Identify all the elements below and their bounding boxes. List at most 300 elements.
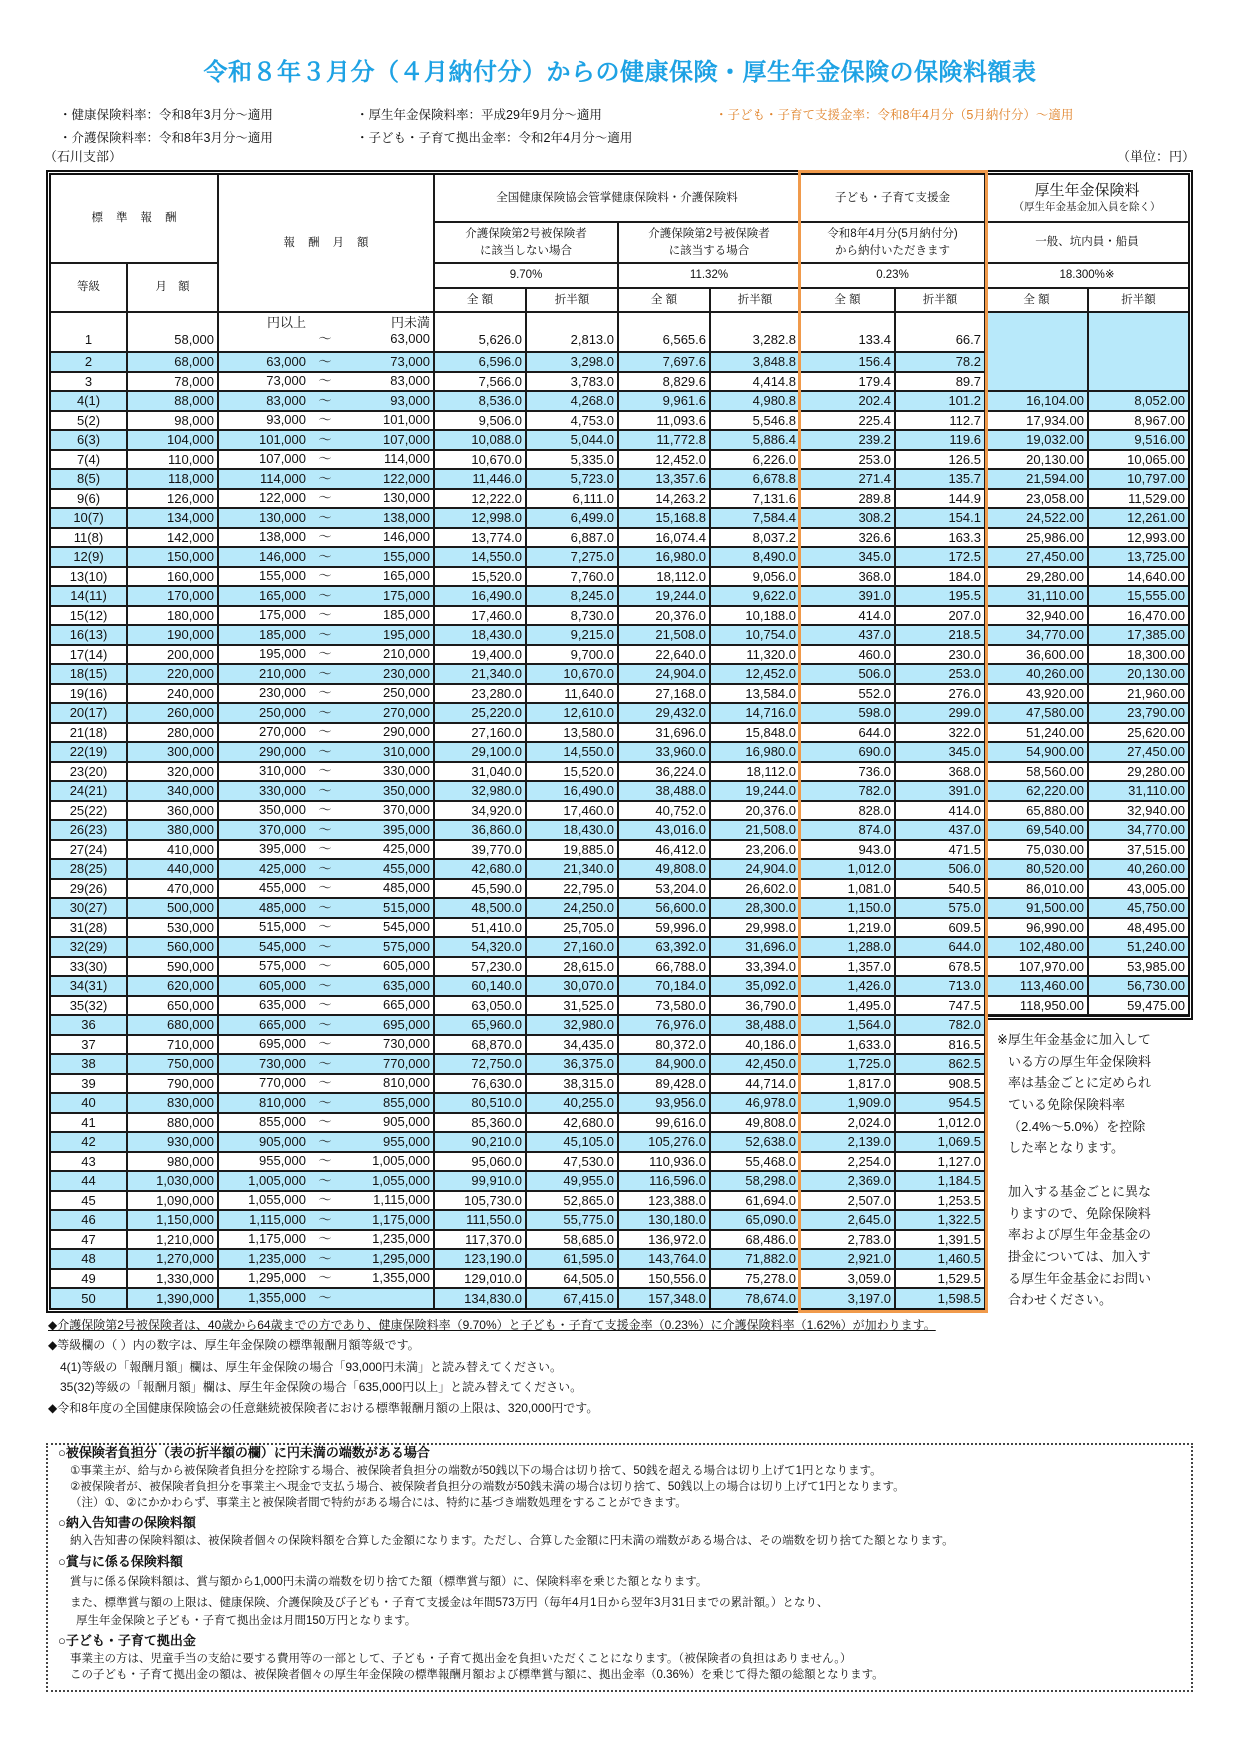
remuneration-range-cell [218, 489, 434, 509]
range-from: 175,000 [259, 607, 306, 623]
monthly-amount-cell: 110,000 [127, 450, 218, 470]
range-values [219, 646, 430, 662]
pension-full-cell: 17,934.00 [985, 411, 1088, 431]
range-from: 905,000 [259, 1133, 306, 1149]
monthly-amount-cell: 134,000 [127, 508, 218, 528]
child-support-half-cell: 230.0 [895, 645, 985, 665]
care-full-cell: 19,244.0 [618, 586, 710, 606]
health-half-cell: 8,730.0 [526, 606, 618, 626]
range-values [219, 412, 430, 428]
footnote-voluntary-limit: ◆令和8年度の全国健康保険協会の任意継続被保険者における標準報酬月額の上限は、320,000円です。 [48, 1401, 599, 1415]
range-tilde: ～ [318, 392, 332, 408]
care-half-cell: 24,904.0 [710, 859, 800, 879]
range-to: 330,000 [383, 763, 430, 779]
remuneration-range-cell [218, 723, 434, 743]
range-values [219, 705, 430, 721]
child-support-half-cell: 816.5 [895, 1035, 985, 1055]
grade-cell: 36 [51, 1015, 127, 1035]
monthly-amount-cell: 104,000 [127, 430, 218, 450]
care-full-cell: 150,556.0 [618, 1269, 710, 1289]
child-support-rate-info: ・子ども・子育て支援金率：令和8年4月分（5月納付分）～適用 [715, 108, 1074, 122]
monthly-amount-cell: 280,000 [127, 723, 218, 743]
pension-full-cell: 69,540.00 [985, 820, 1088, 840]
range-to: 855,000 [383, 1094, 430, 1110]
child-support-full-cell: 1,909.0 [800, 1093, 895, 1113]
care-full-cell: 40,752.0 [618, 801, 710, 821]
pension-full-cell: 31,110.00 [985, 586, 1088, 606]
pension-full-cell: 75,030.00 [985, 840, 1088, 860]
health-half-cell: 14,550.0 [526, 742, 618, 762]
range-tilde: ～ [318, 568, 332, 584]
notes-line: 賞与に係る保険料額は、賞与額から1,000円未満の端数を切り捨てた額（標準賞与額）に、保険料率を乗じた額となります。 [70, 1576, 708, 1588]
range-from: 1,005,000 [248, 1172, 306, 1188]
grade-cell: 42 [51, 1132, 127, 1152]
remuneration-range-cell [218, 1269, 434, 1289]
child-support-full-cell: 1,817.0 [800, 1074, 895, 1094]
footnote-grade-parentheses: ◆等級欄の（ ）内の数字は、厚生年金保険の標準報酬月額等級です。 [48, 1338, 420, 1352]
range-to: 73,000 [390, 353, 430, 369]
range-tilde: ～ [318, 1016, 332, 1032]
remuneration-range-cell [218, 430, 434, 450]
child-support-full-cell: 1,219.0 [800, 918, 895, 938]
care-full-cell: 24,904.0 [618, 664, 710, 684]
grade-cell: 25(22) [51, 801, 127, 821]
monthly-amount-cell: 360,000 [127, 801, 218, 821]
range-to: 905,000 [383, 1114, 430, 1130]
footnote-grade-4: 4(1)等級の「報酬月額」欄は、厚生年金保険の場合「93,000円未満」と読み替えてください。 [60, 1360, 563, 1374]
range-tilde: ～ [318, 1036, 332, 1052]
care-half-cell: 9,622.0 [710, 586, 800, 606]
child-support-half-cell: 126.5 [895, 450, 985, 470]
care-rate-info: ・介護保険料率：令和8年3月分～適用 [59, 131, 273, 145]
child-support-half-cell: 1,391.5 [895, 1230, 985, 1250]
range-values [219, 1153, 430, 1169]
range-from: 1,295,000 [248, 1270, 306, 1286]
health-half-cell: 34,435.0 [526, 1035, 618, 1055]
monthly-amount-cell: 680,000 [127, 1015, 218, 1035]
remuneration-range-cell [218, 1191, 434, 1211]
branch-label: （石川支部） [44, 149, 123, 164]
pension-title: 厚生年金保険料 [1034, 182, 1140, 199]
range-tilde: ～ [318, 1133, 332, 1149]
range-tilde: ～ [318, 548, 332, 564]
monthly-amount-cell: 880,000 [127, 1113, 218, 1133]
care-full-cell: 15,168.8 [618, 508, 710, 528]
child-support-full-cell: 156.4 [800, 352, 895, 372]
health-full-cell: 134,830.0 [434, 1288, 526, 1308]
note-line: 掛金については、加入す [1008, 1248, 1151, 1264]
pension-half-cell: 31,110.00 [1088, 781, 1188, 801]
table-row [51, 528, 1188, 548]
pension-half-cell: 53,985.00 [1088, 957, 1188, 977]
health-half-cell: 55,775.0 [526, 1210, 618, 1230]
remuneration-range-cell [218, 1152, 434, 1172]
child-support-half-cell: 575.0 [895, 898, 985, 918]
range-tilde: ～ [318, 1094, 332, 1110]
child-period-line2: から納付いただきます [835, 244, 950, 257]
range-values [219, 841, 430, 857]
header-no-care [434, 222, 618, 263]
child-support-half-cell: 144.9 [895, 489, 985, 509]
range-to: 114,000 [383, 451, 430, 467]
care-half-cell: 16,980.0 [710, 742, 800, 762]
child-support-half-cell: 540.5 [895, 879, 985, 899]
pension-full-cell: 80,520.00 [985, 859, 1088, 879]
range-to: 138,000 [383, 509, 430, 525]
range-from: 146,000 [259, 548, 306, 564]
health-half-cell: 6,111.0 [526, 489, 618, 509]
notes-heading-fraction: ○被保険者負担分（表の折半額の欄）に円未満の端数がある場合 [58, 1445, 430, 1460]
care-full-cell: 9,961.6 [618, 391, 710, 411]
pension-rate-info: ・厚生年金保険料率：平成29年9月分～適用 [356, 108, 602, 122]
range-tilde: ～ [318, 470, 332, 486]
care-half-cell: 5,546.8 [710, 411, 800, 431]
monthly-amount-cell: 190,000 [127, 625, 218, 645]
remuneration-range-cell [218, 606, 434, 626]
child-support-full-cell: 552.0 [800, 684, 895, 704]
child-support-full-cell: 1,150.0 [800, 898, 895, 918]
health-full-cell: 7,566.0 [434, 372, 526, 392]
monthly-amount-cell: 340,000 [127, 781, 218, 801]
header-child-support: 子ども・子育て支援金 [800, 175, 985, 222]
range-values [219, 724, 430, 740]
pension-half-cell: 9,516.00 [1088, 430, 1188, 450]
table-row [51, 781, 1188, 801]
child-support-half-cell: 1,069.5 [895, 1132, 985, 1152]
range-values [219, 1075, 430, 1091]
child-support-half-cell: 184.0 [895, 567, 985, 587]
range-values [219, 1134, 430, 1150]
care-half-cell: 65,090.0 [710, 1210, 800, 1230]
health-full-cell: 17,460.0 [434, 606, 526, 626]
monthly-amount-cell: 58,000 [127, 312, 218, 352]
health-half-cell: 12,610.0 [526, 703, 618, 723]
notes-line: （注）①、②にかかわらず、事業主と被保険者間で特約がある場合には、特約に基づき端数処理をすることができます。 [70, 1497, 687, 1509]
table-row [51, 820, 1188, 840]
health-half-cell: 42,680.0 [526, 1113, 618, 1133]
range-from: 695,000 [259, 1036, 306, 1052]
header-with-care [618, 222, 800, 263]
care-full-cell: 157,348.0 [618, 1288, 710, 1308]
range-tilde: ～ [318, 1075, 332, 1091]
health-half-cell: 52,865.0 [526, 1191, 618, 1211]
range-tilde: ～ [318, 626, 332, 642]
grade-cell: 46 [51, 1210, 127, 1230]
grade-cell: 8(5) [51, 469, 127, 489]
range-from: 635,000 [259, 997, 306, 1013]
care-half-cell: 4,414.8 [710, 372, 800, 392]
child-support-full-cell: 2,024.0 [800, 1113, 895, 1133]
note-line: りますので、免除保険料 [1008, 1205, 1151, 1221]
grade-cell: 26(23) [51, 820, 127, 840]
grade-cell: 27(24) [51, 840, 127, 860]
grade-cell: 1 [51, 312, 127, 352]
care-half-cell: 75,278.0 [710, 1269, 800, 1289]
care-full-cell: 49,808.0 [618, 859, 710, 879]
range-values [219, 939, 430, 955]
grade-cell: 31(28) [51, 918, 127, 938]
grade-cell: 3 [51, 372, 127, 392]
child-support-half-cell: 1,322.5 [895, 1210, 985, 1230]
care-full-cell: 27,168.0 [618, 684, 710, 704]
health-full-cell: 13,774.0 [434, 528, 526, 548]
range-tilde: ～ [318, 373, 332, 389]
range-values [219, 373, 430, 389]
grade-cell: 5(2) [51, 411, 127, 431]
health-full-cell: 60,140.0 [434, 976, 526, 996]
child-support-half-cell: 154.1 [895, 508, 985, 528]
grade-cell: 41 [51, 1113, 127, 1133]
pension-full-cell: 16,104.00 [985, 391, 1088, 411]
table-row [51, 762, 1188, 782]
child-support-full-cell: 2,645.0 [800, 1210, 895, 1230]
grade-cell: 39 [51, 1074, 127, 1094]
care-full-cell: 110,936.0 [618, 1152, 710, 1172]
health-half-cell: 38,315.0 [526, 1074, 618, 1094]
health-full-cell: 68,870.0 [434, 1035, 526, 1055]
monthly-amount-cell: 440,000 [127, 859, 218, 879]
pension-half-cell: 27,450.00 [1088, 742, 1188, 762]
health-full-cell: 45,590.0 [434, 879, 526, 899]
care-full-cell: 31,696.0 [618, 723, 710, 743]
child-support-full-cell: 782.0 [800, 781, 895, 801]
table-row [51, 567, 1188, 587]
health-rate: 9.70% [434, 263, 618, 288]
child-support-full-cell: 253.0 [800, 450, 895, 470]
monthly-amount-cell: 980,000 [127, 1152, 218, 1172]
range-to: 545,000 [383, 919, 430, 935]
child-support-half-cell: 207.0 [895, 606, 985, 626]
care-half-cell: 10,754.0 [710, 625, 800, 645]
child-support-half-cell: 345.0 [895, 742, 985, 762]
table-row [51, 489, 1188, 509]
health-full-cell: 80,510.0 [434, 1093, 526, 1113]
health-half-cell: 64,505.0 [526, 1269, 618, 1289]
range-from: 1,055,000 [248, 1192, 306, 1208]
grade-cell: 23(20) [51, 762, 127, 782]
range-tilde: ～ [318, 958, 332, 974]
range-values [219, 1231, 430, 1247]
care-full-cell: 76,976.0 [618, 1015, 710, 1035]
remuneration-range-cell [218, 703, 434, 723]
grade-cell: 2 [51, 352, 127, 372]
care-full-cell: 84,900.0 [618, 1054, 710, 1074]
child-support-full-cell: 179.4 [800, 372, 895, 392]
range-values [219, 1056, 430, 1072]
range-spacer [306, 315, 344, 331]
grade-cell: 7(4) [51, 450, 127, 470]
range-to: 485,000 [383, 880, 430, 896]
range-from: 250,000 [259, 704, 306, 720]
pension-full-cell: 47,580.00 [985, 703, 1088, 723]
range-tilde: ～ [318, 1250, 332, 1266]
monthly-amount-cell: 470,000 [127, 879, 218, 899]
pension-half-cell: 10,797.00 [1088, 469, 1188, 489]
table-row [51, 859, 1188, 879]
child-support-full-cell: 690.0 [800, 742, 895, 762]
range-to: 250,000 [383, 685, 430, 701]
range-to: 1,055,000 [372, 1172, 430, 1188]
range-values [219, 1095, 430, 1111]
range-tilde: ～ [318, 646, 332, 662]
grade-cell: 45 [51, 1191, 127, 1211]
monthly-amount-cell: 1,210,000 [127, 1230, 218, 1250]
pension-half-cell: 43,005.00 [1088, 879, 1188, 899]
pension-half-cell: 11,529.00 [1088, 489, 1188, 509]
remuneration-range-cell [218, 312, 434, 352]
remuneration-range-cell [218, 996, 434, 1016]
child-period-line1: 令和8年4月分(5月納付分) [827, 227, 958, 240]
care-half-cell: 35,092.0 [710, 976, 800, 996]
care-full-cell: 66,788.0 [618, 957, 710, 977]
child-support-half-cell: 112.7 [895, 411, 985, 431]
range-to [344, 1290, 430, 1306]
pension-half-cell: 32,940.00 [1088, 801, 1188, 821]
range-to: 350,000 [383, 782, 430, 798]
child-support-full-cell: 1,633.0 [800, 1035, 895, 1055]
health-half-cell: 40,255.0 [526, 1093, 618, 1113]
care-half-cell: 7,584.4 [710, 508, 800, 528]
health-full-cell: 14,550.0 [434, 547, 526, 567]
range-values [219, 490, 430, 506]
health-half-cell: 31,525.0 [526, 996, 618, 1016]
range-to: 83,000 [390, 373, 430, 389]
grade-cell: 17(14) [51, 645, 127, 665]
child-support-full-cell: 644.0 [800, 723, 895, 743]
range-values [219, 978, 430, 994]
grade-cell: 15(12) [51, 606, 127, 626]
range-tilde: ～ [318, 509, 332, 525]
range-from: 810,000 [259, 1094, 306, 1110]
monthly-amount-cell: 930,000 [127, 1132, 218, 1152]
note-line: 加入する基金ごとに異な [1008, 1183, 1152, 1199]
child-support-half-cell: 747.5 [895, 996, 985, 1016]
range-to: 1,175,000 [372, 1211, 430, 1227]
range-values [219, 529, 430, 545]
range-tilde: ～ [318, 1114, 332, 1130]
pension-half-cell: 8,967.00 [1088, 411, 1188, 431]
range-to: 665,000 [383, 997, 430, 1013]
care-half-cell: 46,978.0 [710, 1093, 800, 1113]
range-values [219, 1173, 430, 1189]
pension-half-cell: 16,470.00 [1088, 606, 1188, 626]
health-full-cell: 129,010.0 [434, 1269, 526, 1289]
range-from: 93,000 [266, 412, 306, 428]
health-full-cell: 6,596.0 [434, 352, 526, 372]
range-to: 810,000 [383, 1075, 430, 1091]
grade-cell: 14(11) [51, 586, 127, 606]
pension-full-cell: 34,770.00 [985, 625, 1088, 645]
monthly-amount-cell: 1,030,000 [127, 1171, 218, 1191]
remuneration-range-cell [218, 781, 434, 801]
care-full-cell: 89,428.0 [618, 1074, 710, 1094]
care-half-cell: 52,638.0 [710, 1132, 800, 1152]
range-tilde: ～ [318, 331, 332, 346]
range-to: 425,000 [383, 841, 430, 857]
range-tilde: ～ [318, 899, 332, 915]
range-from: 107,000 [259, 451, 306, 467]
health-half-cell: 32,980.0 [526, 1015, 618, 1035]
pension-full-cell: 102,480.00 [985, 937, 1088, 957]
care-full-header: 全 額 [618, 288, 710, 312]
health-full-cell: 95,060.0 [434, 1152, 526, 1172]
range-values [219, 510, 430, 526]
range-tilde: ～ [318, 587, 332, 603]
monthly-amount-cell: 410,000 [127, 840, 218, 860]
range-values [219, 880, 430, 896]
care-half-cell: 68,486.0 [710, 1230, 800, 1250]
care-full-cell: 11,772.8 [618, 430, 710, 450]
range-values [219, 393, 430, 409]
range-tilde: ～ [318, 412, 332, 428]
remuneration-range-cell [218, 742, 434, 762]
range-values [219, 471, 430, 487]
child-support-half-cell: 391.0 [895, 781, 985, 801]
child-support-half-cell: 119.6 [895, 430, 985, 450]
child-support-half-cell: 172.5 [895, 547, 985, 567]
range-from: 455,000 [259, 880, 306, 896]
child-support-half-cell: 101.2 [895, 391, 985, 411]
grade-cell: 20(17) [51, 703, 127, 723]
care-full-cell: 80,372.0 [618, 1035, 710, 1055]
remuneration-range-cell [218, 898, 434, 918]
range-to: 955,000 [383, 1133, 430, 1149]
health-full-cell: 72,750.0 [434, 1054, 526, 1074]
note-line: ている免除保険料率 [1008, 1097, 1126, 1113]
range-to: 770,000 [383, 1055, 430, 1071]
health-full-cell: 11,446.0 [434, 469, 526, 489]
range-to: 515,000 [383, 899, 430, 915]
child-support-half-cell: 218.5 [895, 625, 985, 645]
care-half-cell: 78,674.0 [710, 1288, 800, 1308]
health-full-cell: 5,626.0 [434, 312, 526, 352]
health-full-cell: 31,040.0 [434, 762, 526, 782]
care-half-cell: 4,980.8 [710, 391, 800, 411]
range-from: 83,000 [266, 392, 306, 408]
health-half-cell: 3,783.0 [526, 372, 618, 392]
range-values [219, 568, 430, 584]
child-support-half-cell: 954.5 [895, 1093, 985, 1113]
child-support-half-cell: 163.3 [895, 528, 985, 548]
child-support-full-cell: 345.0 [800, 547, 895, 567]
pension-half-empty-cell [1088, 312, 1188, 391]
remuneration-range-cell [218, 1093, 434, 1113]
range-from: 310,000 [259, 763, 306, 779]
remuneration-range-cell [218, 801, 434, 821]
monthly-amount-cell: 98,000 [127, 411, 218, 431]
grade-cell: 48 [51, 1249, 127, 1269]
grade-cell: 29(26) [51, 879, 127, 899]
range-from: 195,000 [259, 646, 306, 662]
health-full-cell: 63,050.0 [434, 996, 526, 1016]
range-to: 210,000 [383, 646, 430, 662]
care-full-cell: 18,112.0 [618, 567, 710, 587]
child-support-half-cell: 1,529.5 [895, 1269, 985, 1289]
notes-heading-child-contribution: ○子ども・子育て拠出金 [58, 1633, 196, 1648]
monthly-amount-cell: 380,000 [127, 820, 218, 840]
child-support-full-cell: 1,288.0 [800, 937, 895, 957]
child-support-full-cell: 391.0 [800, 586, 895, 606]
note-line: 率は基金ごとに定められ [1008, 1075, 1152, 1091]
health-half-cell: 7,275.0 [526, 547, 618, 567]
grade-cell: 44 [51, 1171, 127, 1191]
range-tilde: ～ [318, 1290, 332, 1306]
remuneration-range-cell [218, 411, 434, 431]
child-support-full-cell: 2,783.0 [800, 1230, 895, 1250]
child-support-half-cell: 78.2 [895, 352, 985, 372]
monthly-amount-cell: 1,090,000 [127, 1191, 218, 1211]
health-half-cell: 6,499.0 [526, 508, 618, 528]
